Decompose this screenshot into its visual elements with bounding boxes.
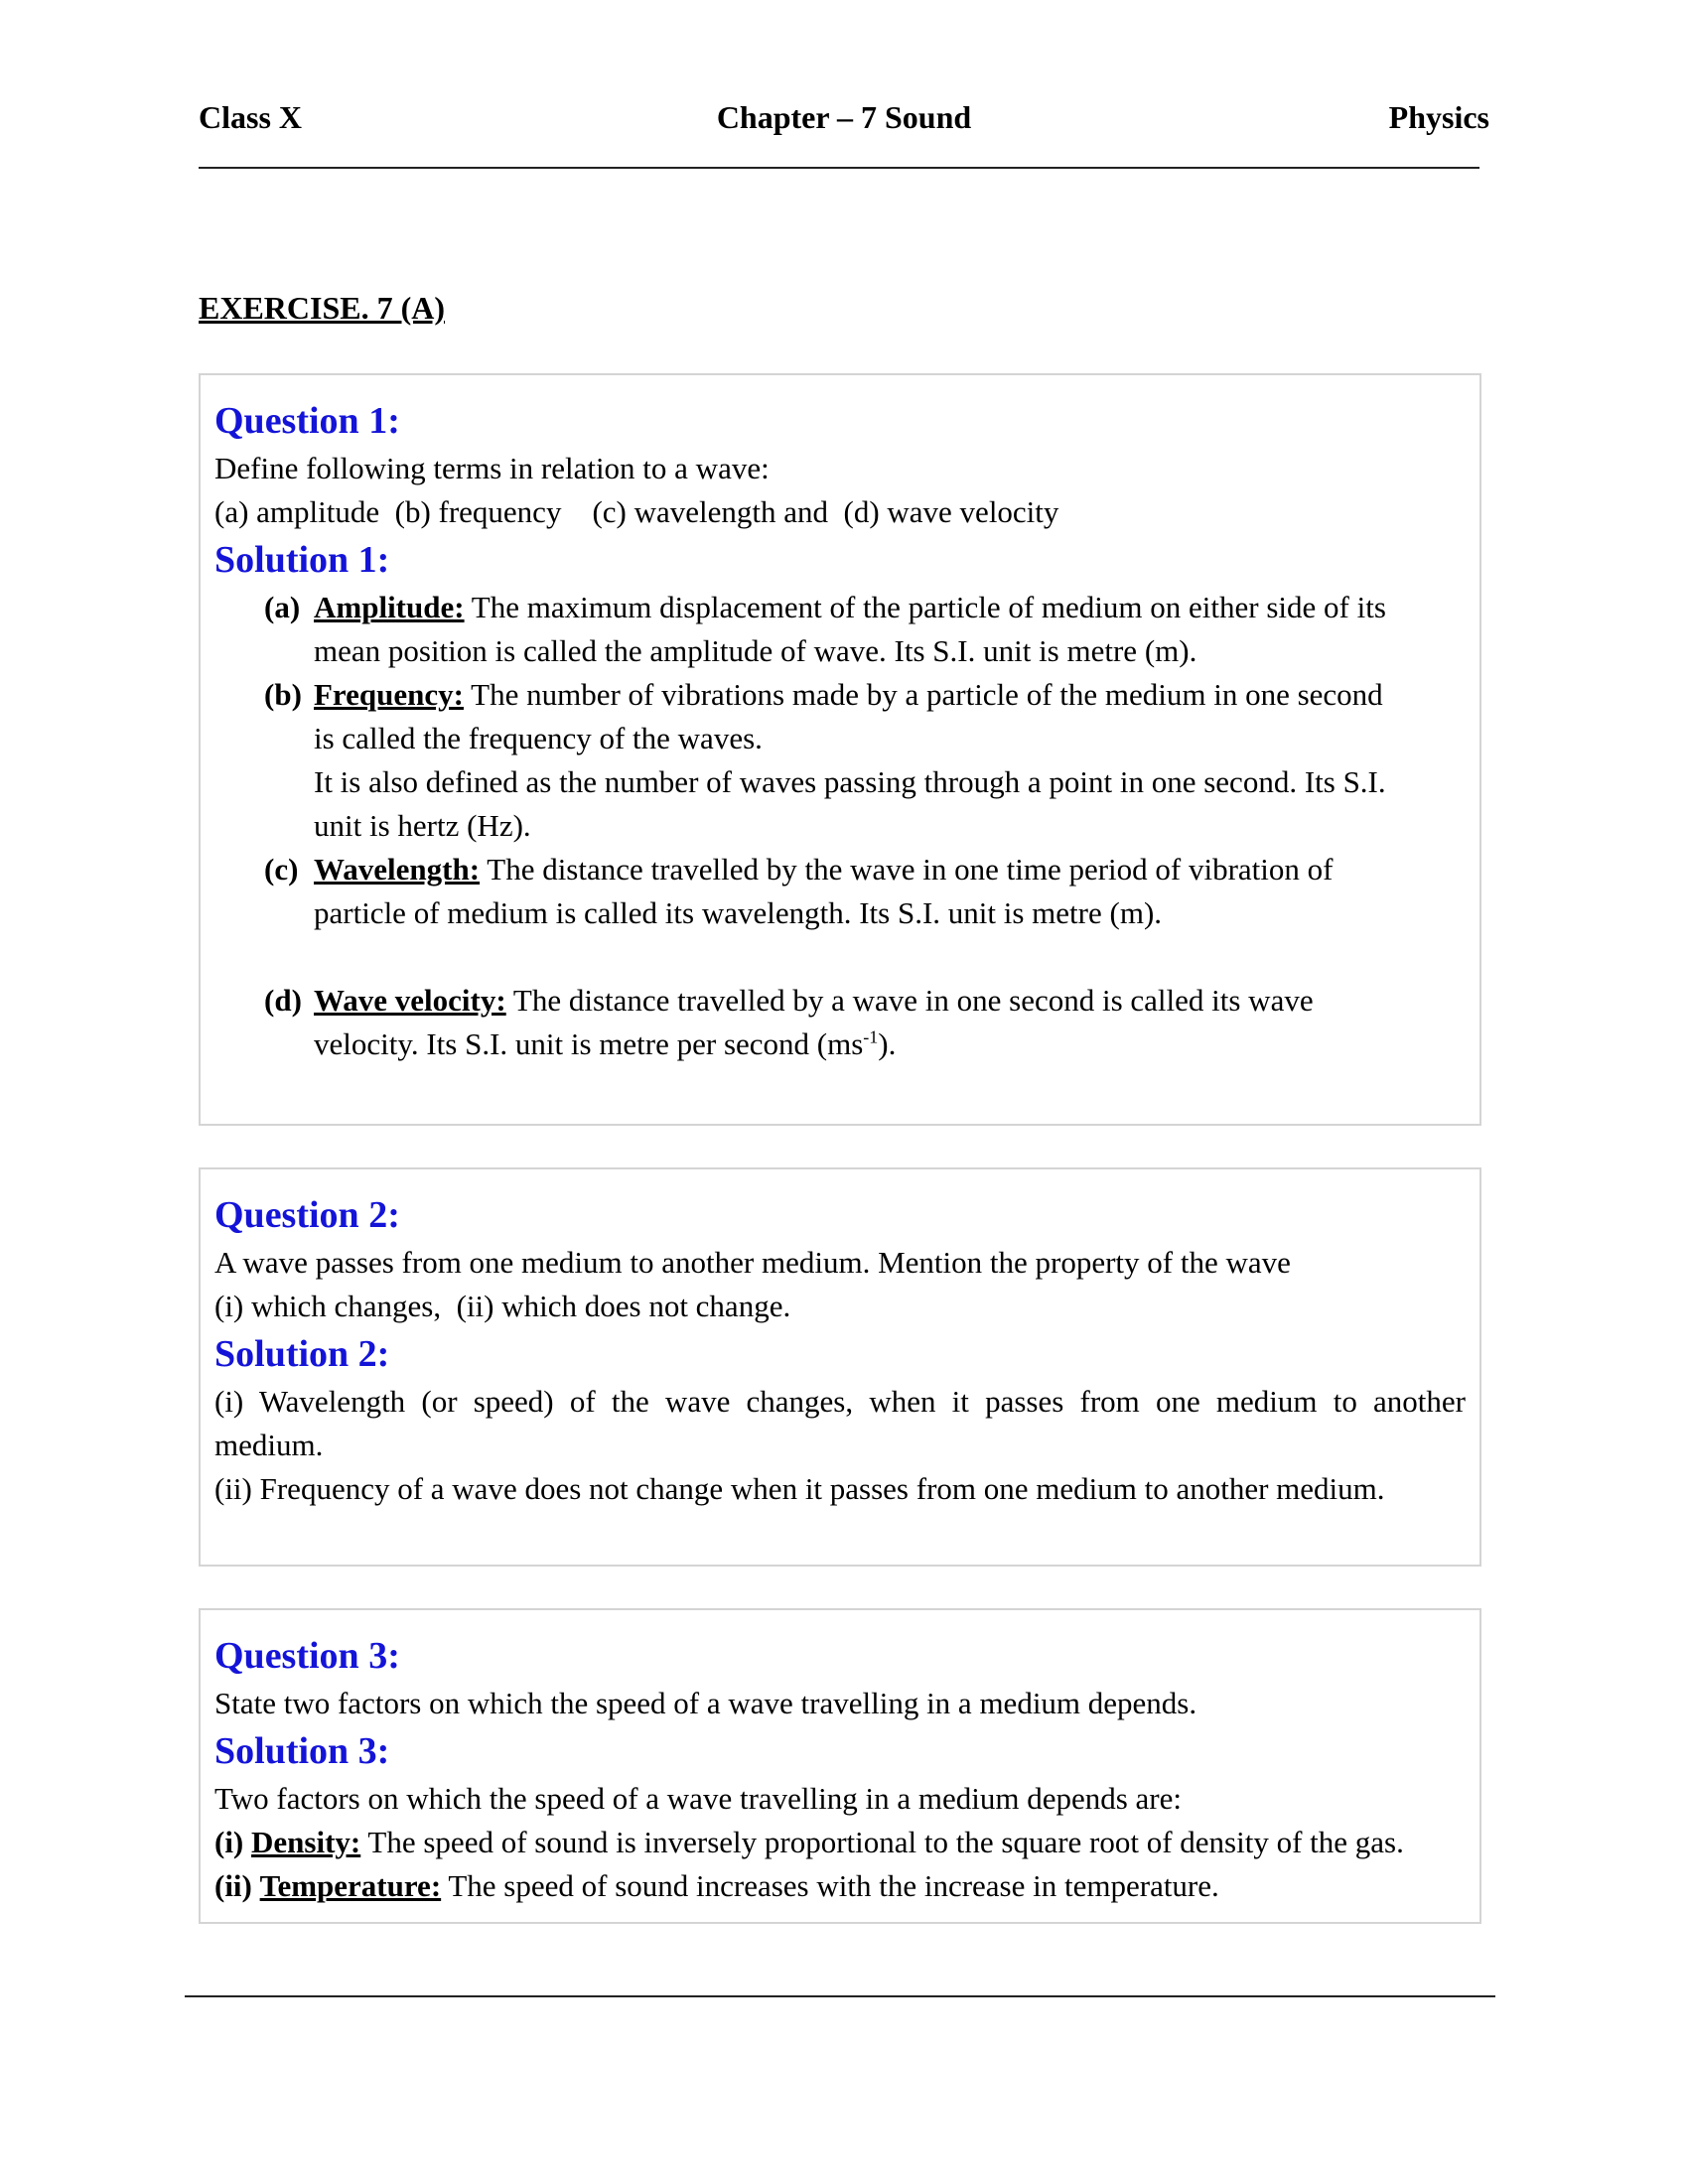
- solution-2-line: medium.: [214, 1428, 324, 1462]
- question-1-heading: Question 1:: [214, 400, 400, 442]
- solution-3-factor-density: [214, 1821, 1466, 1864]
- term-amplitude: Amplitude:: [314, 590, 465, 624]
- solution-1-heading: Solution 1:: [214, 539, 390, 581]
- item-label: (a): [264, 590, 301, 624]
- question-1-box: [199, 373, 1481, 1126]
- factor-text: The speed of sound increases with the increase in temperature.: [441, 1868, 1219, 1903]
- item-text: ).: [878, 1026, 897, 1061]
- term-wavelength: Wavelength:: [314, 852, 481, 887]
- item-text: mean position is called the amplitude of wave. Its S.I. unit is metre (m).: [314, 633, 1197, 668]
- question-3-box: [199, 1608, 1481, 1924]
- solution-2-line: (ii) Frequency of a wave does not change when it passes from one medium to another medium.: [214, 1471, 1385, 1506]
- item-label: (d): [264, 983, 302, 1018]
- question-2-box: [199, 1167, 1481, 1567]
- factor-label: (ii): [214, 1868, 252, 1903]
- question-2-options: (i) which changes, (ii) which does not change.: [214, 1289, 791, 1323]
- term-wave-velocity: Wave velocity:: [314, 983, 506, 1018]
- item-text: The distance travelled by a wave in one second is called its wave: [505, 983, 1314, 1018]
- term-temperature: Temperature:: [259, 1868, 442, 1903]
- header-chapter: Chapter – 7 Sound: [716, 99, 972, 135]
- factor-text: The speed of sound is inversely proportional to the square root of density of the gas.: [360, 1825, 1404, 1859]
- item-text: is called the frequency of the waves.: [314, 721, 763, 755]
- solution-3-heading: Solution 3:: [214, 1730, 390, 1772]
- question-3-heading: Question 3:: [214, 1635, 400, 1677]
- item-label: (c): [264, 852, 299, 887]
- question-2-text: A wave passes from one medium to another medium. Mention the property of the wave: [214, 1245, 1291, 1280]
- solution-2-line: (i) Wavelength (or speed) of the wave changes, when it passes from one medium to another: [214, 1384, 1466, 1419]
- item-text: particle of medium is called its wavelength. Its S.I. unit is metre (m).: [314, 895, 1163, 930]
- term-frequency: Frequency:: [314, 677, 464, 712]
- solution-2-heading: Solution 2:: [214, 1333, 390, 1375]
- question-3-text: State two factors on which the speed of a wave travelling in a medium depends.: [214, 1686, 1197, 1720]
- exercise-title: EXERCISE. 7 (A): [199, 290, 446, 326]
- solution-1-item-d: [214, 979, 1466, 1066]
- item-text: The distance travelled by the wave in one time period of vibration of: [480, 852, 1334, 887]
- item-text: The number of vibrations made by a particle of the medium in one second: [463, 677, 1383, 712]
- footer-divider: [185, 1995, 1495, 1997]
- solution-1-item-a: [214, 586, 1466, 673]
- spacer: [214, 935, 1466, 979]
- term-density: Density:: [251, 1825, 361, 1859]
- item-text: It is also defined as the number of waves passing through a point in one second. Its S.I.: [314, 764, 1386, 799]
- question-1-options: (a) amplitude (b) frequency (c) wavelength and (d) wave velocity: [214, 494, 1059, 529]
- header-divider: [199, 167, 1479, 169]
- item-text: The maximum displacement of the particle of medium on either side of its: [464, 590, 1386, 624]
- superscript: -1: [863, 1026, 879, 1047]
- header-class: Class X: [199, 99, 303, 135]
- question-2-heading: Question 2:: [214, 1194, 400, 1236]
- question-1-text: Define following terms in relation to a wave:: [214, 451, 770, 485]
- factor-label: (i): [214, 1825, 244, 1859]
- item-text: velocity. Its S.I. unit is metre per second (ms: [314, 1026, 864, 1061]
- solution-3-factor-temperature: [214, 1864, 1466, 1908]
- solution-1-item-c: [214, 848, 1466, 935]
- solution-1-item-b: [214, 673, 1466, 848]
- solution-3-intro: Two factors on which the speed of a wave travelling in a medium depends are:: [214, 1781, 1183, 1816]
- item-label: (b): [264, 677, 302, 712]
- header-subject: Physics: [1388, 99, 1489, 135]
- item-text: unit is hertz (Hz).: [314, 808, 531, 843]
